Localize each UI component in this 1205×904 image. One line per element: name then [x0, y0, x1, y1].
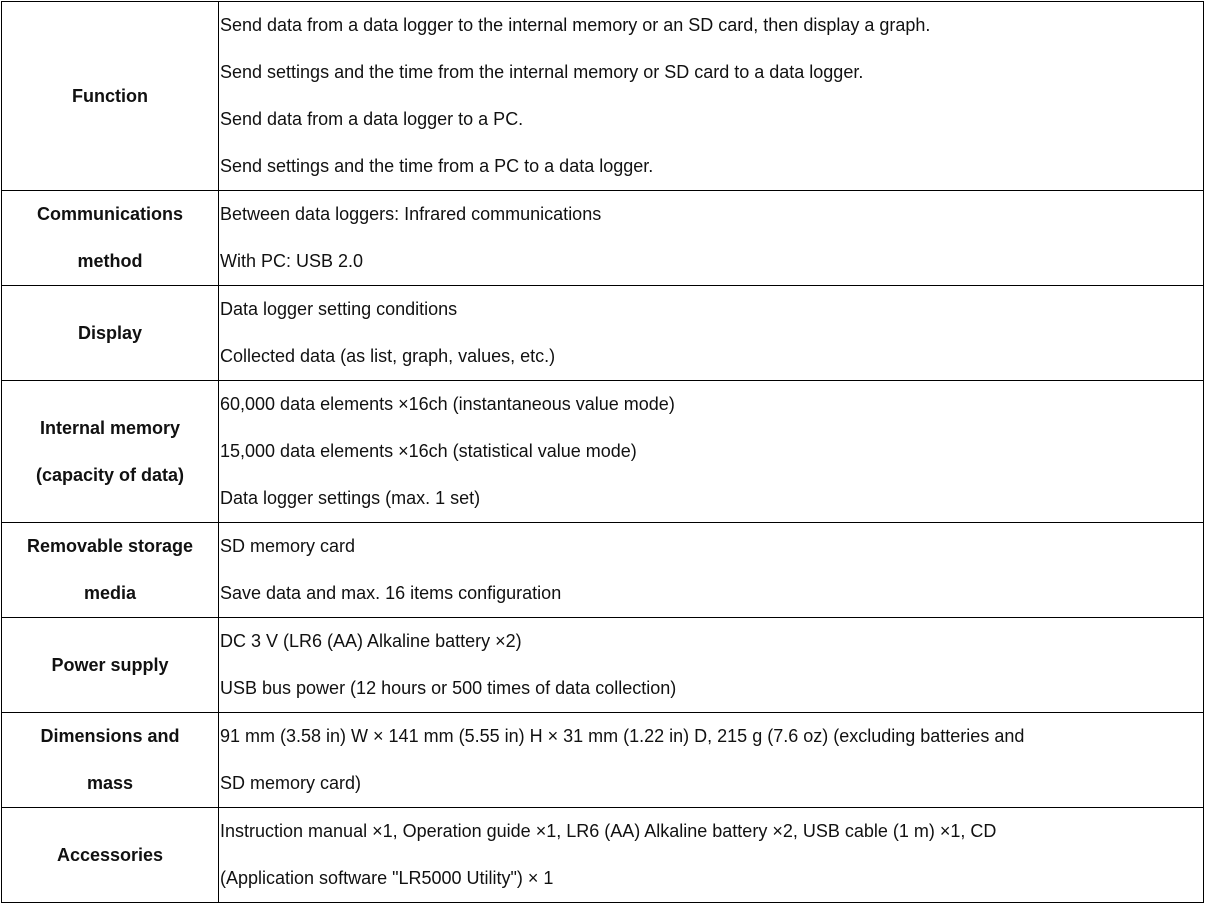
spec-value	[219, 523, 1204, 618]
spec-label	[2, 808, 219, 903]
spec-row	[2, 618, 1204, 713]
spec-row	[2, 286, 1204, 381]
spec-value-line: 60,000 data elements ×16ch (instantaneous value mode)	[220, 394, 675, 414]
spec-value-line: Between data loggers: Infrared communications	[220, 204, 602, 224]
spec-value	[219, 618, 1204, 713]
spec-label-text: Accessories	[56, 844, 164, 865]
spec-label-text: Removable storage	[26, 536, 194, 556]
spec-label-text: mass	[86, 773, 134, 793]
spec-row	[2, 523, 1204, 618]
spec-label-text: Communications	[36, 204, 183, 224]
spec-label	[2, 381, 219, 523]
spec-label-text: method	[77, 251, 143, 271]
spec-value-line: SD memory card)	[220, 773, 362, 793]
spec-value-line: With PC: USB 2.0	[220, 251, 364, 271]
spec-value-line: USB bus power (12 hours or 500 times of data collection)	[220, 678, 677, 698]
spec-value-line: (Application software "LR5000 Utility") × 1	[220, 868, 554, 888]
spec-value	[219, 713, 1204, 808]
spec-table	[1, 1, 1204, 903]
spec-value	[219, 381, 1204, 523]
spec-row	[2, 2, 1204, 191]
spec-value-line: Data logger settings (max. 1 set)	[220, 488, 481, 508]
spec-label-text: Internal memory	[39, 417, 181, 438]
spec-row	[2, 713, 1204, 808]
spec-value	[219, 191, 1204, 286]
spec-value	[219, 808, 1204, 903]
spec-value-line: Send settings and the time from a PC to a data logger.	[220, 156, 654, 176]
spec-value-line: Instruction manual ×1, Operation guide ×1, LR6 (AA) Alkaline battery ×2, USB cable (1 m) ×1, CD	[220, 821, 997, 841]
spec-value-line: Save data and max. 16 items configuration	[220, 583, 562, 603]
spec-value-line: Collected data (as list, graph, values, etc.)	[220, 346, 556, 366]
spec-label-text: Function	[72, 85, 148, 106]
spec-row	[2, 381, 1204, 523]
spec-value-line: DC 3 V (LR6 (AA) Alkaline battery ×2)	[220, 631, 522, 651]
spec-row	[2, 808, 1204, 903]
spec-label-text: Power supply	[51, 654, 169, 675]
spec-label	[2, 618, 219, 713]
spec-label-text: media	[83, 583, 137, 603]
spec-label	[2, 286, 219, 381]
spec-value-line: Send data from a data logger to the internal memory or an SD card, then display a graph.	[220, 15, 931, 35]
spec-label-text: (capacity of data)	[35, 464, 185, 485]
spec-label-text: Dimensions and	[40, 726, 180, 746]
spec-label-text: Display	[77, 322, 143, 343]
spec-value-line: Data logger setting conditions	[220, 299, 458, 319]
spec-value	[219, 286, 1204, 381]
spec-value-line: Send data from a data logger to a PC.	[220, 109, 524, 129]
spec-value-line: Send settings and the time from the internal memory or SD card to a data logger.	[220, 62, 864, 82]
spec-value-line: 91 mm (3.58 in) W × 141 mm (5.55 in) H × 31 mm (1.22 in) D, 215 g (7.6 oz) (excluding batteries and	[220, 726, 1025, 746]
spec-value-line: 15,000 data elements ×16ch (statistical value mode)	[220, 441, 637, 461]
spec-value-line: SD memory card	[220, 536, 356, 556]
spec-row	[2, 191, 1204, 286]
spec-label	[2, 191, 219, 286]
spec-label	[2, 713, 219, 808]
spec-value	[219, 2, 1204, 191]
spec-label	[2, 523, 219, 618]
spec-label	[2, 2, 219, 191]
